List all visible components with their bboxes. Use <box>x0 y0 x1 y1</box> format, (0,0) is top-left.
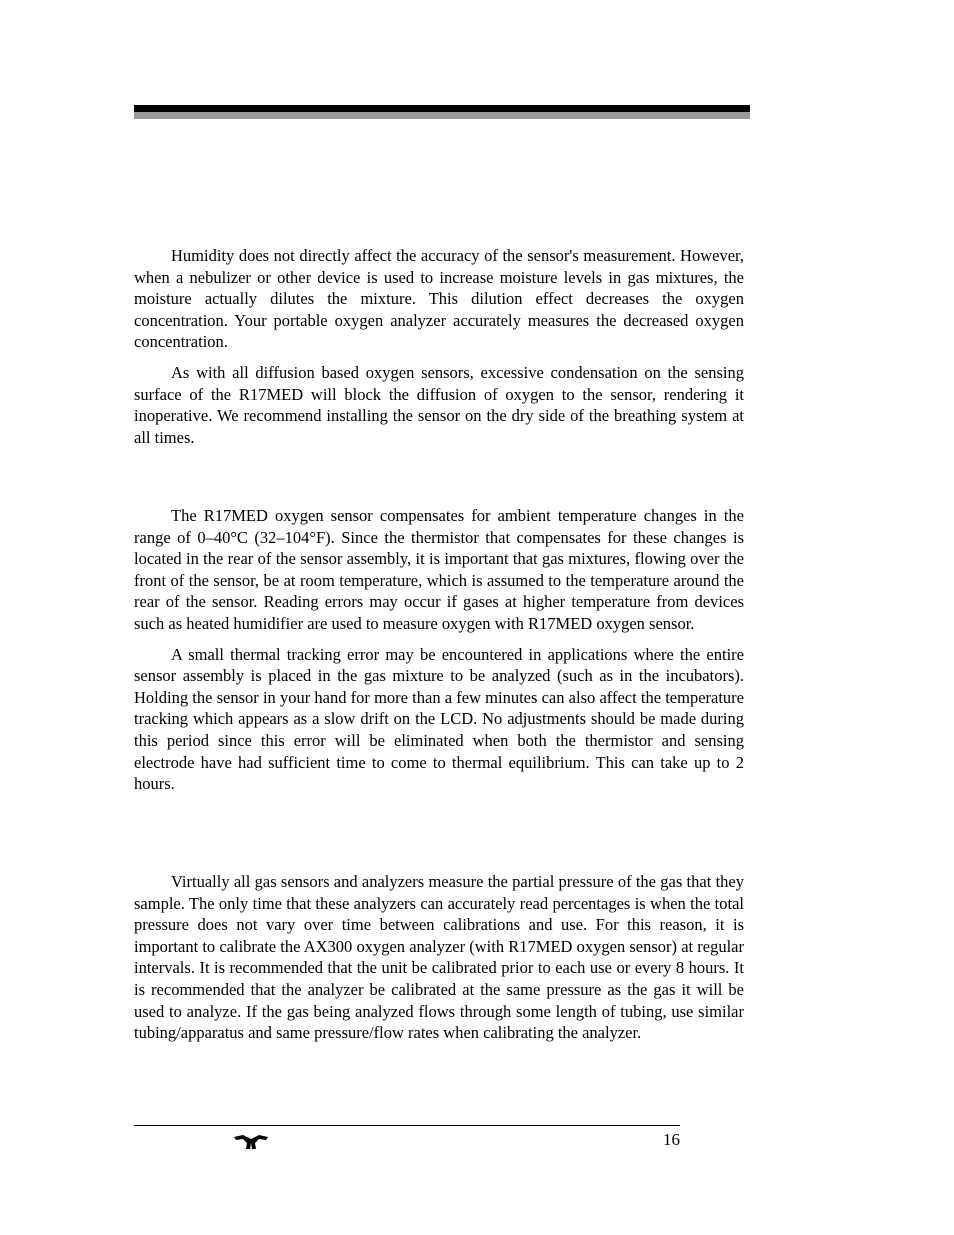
pressure-paragraph-1: Virtually all gas sensors and analyzers measure the partial pressure of the gas that they sample. The only time that these analyzers can accurately read percentages is when the total pressure does not vary over time between calibrations and use. For this reason, it is important to calibrate the AX300 oxygen analyzer (with R17MED oxygen sensor) at regular intervals. It is recommended that the unit be calibrated prior to each use or every 8 hours. It is recommended that the analyzer be calibrated at the same pressure as the gas it will be used to analyze. If the gas being analyzed flows through some length of tubing, use similar tubing/apparatus and same pressure/flow rates when calibrating the analyzer. <box>134 872 744 1043</box>
header-rule-gray <box>134 112 750 119</box>
humidity-paragraph-1: Humidity does not directly affect the accuracy of the sensor's measurement. However, when a nebulizer or other device is used to increase moisture levels in gas mixtures, the moisture actually dilutes the mixture. This dilution effect decreases the oxygen concentration. Your portable oxygen analyzer accurately measures the decreased oxygen concentration. <box>134 246 744 352</box>
humidity-section <box>134 245 744 457</box>
header-rule-black <box>134 105 750 112</box>
temperature-paragraph-1: The R17MED oxygen sensor compensates for ambient temperature changes in the range of 0–40°C (32–104°F). Since the thermistor that compensates for these changes is located in the rear of the sensor assembly, it is important that gas mixtures, flowing over the front of the sensor, be at room temperature, which is assumed to the temperature around the rear of the sensor. Reading errors may occur if gases at higher temperature from devices such as heated humidifier are used to measure oxygen with R17MED oxygen sensor. <box>134 506 744 633</box>
pressure-section <box>134 871 744 1053</box>
temperature-paragraph-2: A small thermal tracking error may be encountered in applications where the entire sensor assembly is placed in the gas mixture to be analyzed (such as in the incubators). Holding the sensor in your hand for more than a few minutes can also affect the temperature tracking which appears as a slow drift on the LCD. No adjustments should be made during this period since this error will be eliminated when both the thermistor and sensing electrode have had sufficient time to come to thermal equilibrium. This can take up to 2 hours. <box>134 644 744 794</box>
humidity-paragraph-2: As with all diffusion based oxygen sensors, excessive condensation on the sensing surface of the R17MED will block the diffusion of oxygen to the sensor, rendering it inoperative. We recommend installing the sensor on the dry side of the breathing system at all times. <box>134 362 744 447</box>
page-number: 16 <box>663 1130 680 1149</box>
temperature-section <box>134 505 744 804</box>
footer-rule <box>134 1125 680 1126</box>
teledyne-logo-icon <box>233 1133 269 1151</box>
